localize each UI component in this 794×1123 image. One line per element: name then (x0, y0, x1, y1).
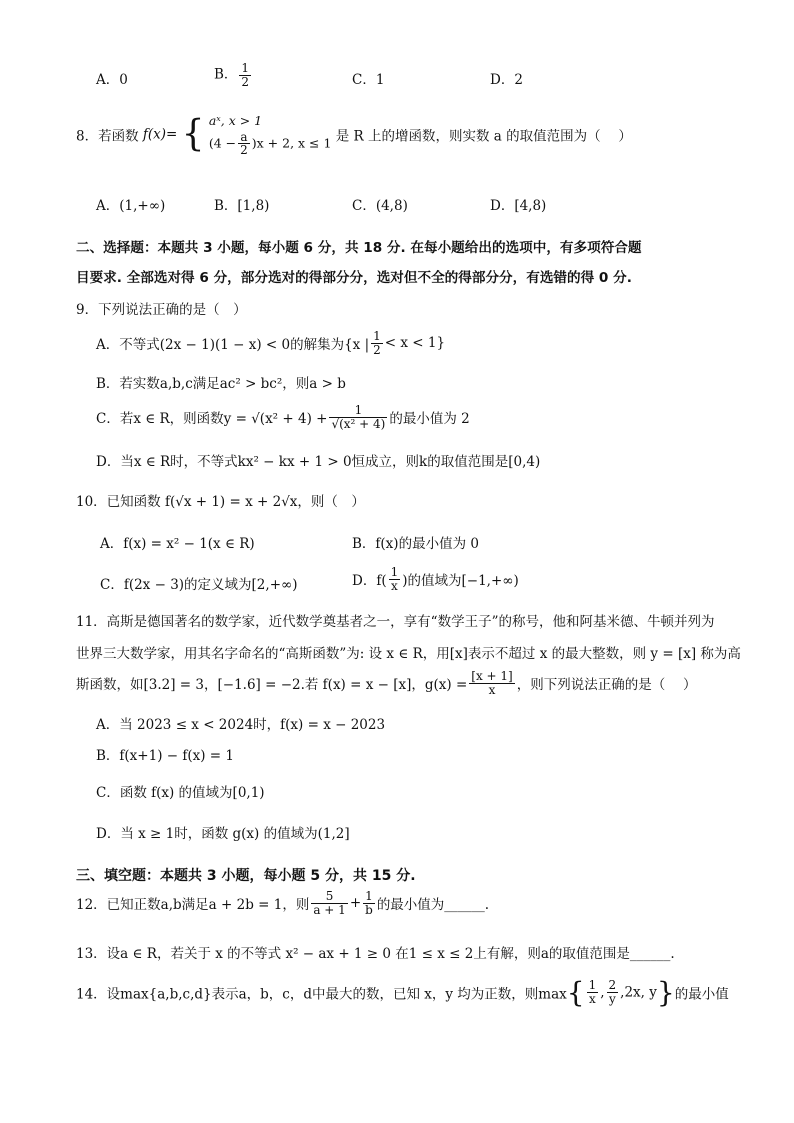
q8-option-c: C．(4,8) (352, 198, 408, 214)
q11-option-c: C．函数 f(x) 的值域为[0,1) (96, 785, 265, 801)
q11-option-d: D．当 x ≥ 1时，函数 g(x) 的值域为(1,2] (96, 826, 350, 842)
q9-option-b: B．若实数a,b,c满足ac² > bc²，则a > b (96, 376, 346, 392)
section2-heading-line1: 二、选择题：本题共 3 小题，每小题 6 分，共 18 分. 在每小题给出的选项中，有多项符合题 (76, 240, 642, 256)
q9-option-a: A．不等式(2x − 1)(1 − x) < 0的解集为{x | $\frac{1}{2}$ < x < 1} (96, 329, 446, 357)
q8-cases (209, 112, 332, 157)
q8-prefix: 8．若函数 (76, 128, 139, 145)
q9-stem: 9．下列说法正确的是（ ） (76, 302, 247, 318)
q7-option-b-fraction: $\frac{1}{2}$ (241, 61, 250, 89)
q7-option-b-prefix: B． (214, 66, 238, 83)
q8-suffix: 是 R 上的增函数，则实数 a 的取值范围为（ ） (335, 128, 632, 145)
q7-option-c: C．1 (352, 72, 385, 88)
q10-option-d: D．f( $\frac{1}{x}$ )的值域为[−1,+∞) (352, 565, 519, 593)
q10-option-b: B．f(x)的最小值为 0 (352, 536, 479, 552)
q8-option-d: D．[4,8) (490, 198, 547, 214)
q9-option-c: C．若x ∈ R，则函数y = √(x² + 4) + $\frac{1}{\text{√(x² + 4)}}$ 的最小值为 2 (96, 403, 470, 431)
q8-fx: f(x)= (142, 126, 178, 143)
q11-line3: 斯函数，如[3.2] = 3，[−1.6] = −2.若 f(x) = x − [x]，g(x) = $\frac{[x + 1]}{x}$ ，则下列说法正确的是（ ） (76, 669, 697, 697)
q8-option-a: A．(1,+∞) (96, 198, 166, 214)
q8-option-b: B．[1,8) (214, 198, 270, 214)
q10-stem: 10．已知函数 f(√x + 1) = x + 2√x，则（ ） (76, 494, 365, 510)
section3-heading: 三、填空题：本题共 3 小题，每小题 5 分，共 15 分. (76, 868, 416, 884)
q13-stem: 13．设a ∈ R，若关于 x 的不等式 x² − ax + 1 ≥ 0 在1 ≤ x ≤ 2上有解，则a的取值范围是______. (76, 946, 675, 962)
q10-option-c: C．f(2x − 3)的定义域为[2,+∞) (100, 577, 298, 593)
q7-option-d: D．2 (490, 72, 523, 88)
q10-option-a: A．f(x) = x² − 1(x ∈ R) (100, 536, 255, 552)
q8-case2: (4 − $\frac{a}{2}$ )x + 2, x ≤ 1 (208, 129, 332, 158)
q8-case1: aˣ, x > 1 (208, 113, 263, 128)
q8-stem (76, 112, 632, 157)
section2-heading-line2: 目要求. 全部选对得 6 分，部分选对的得部分分，选对但不全的得部分分，有选错的得 0 分. (76, 270, 632, 286)
q11-line1: 11．高斯是德国著名的数学家，近代数学奠基者之一，享有“数学王子”的称号，他和阿基米德、牛顿并列为 (76, 614, 715, 630)
q11-option-a: A．当 2023 ≤ x < 2024时，f(x) = x − 2023 (96, 717, 386, 733)
q7-option-b (214, 62, 253, 88)
q11-option-b: B．f(x+1) − f(x) = 1 (96, 748, 234, 764)
q8-brace: { (181, 113, 205, 155)
q9-option-d: D．当x ∈ R时，不等式kx² − kx + 1 > 0恒成立，则k的取值范围是[0,4) (96, 454, 541, 470)
q12-stem: 12．已知正数a,b满足a + 2b = 1，则 $\frac{5}{a + 1}$ + $\frac{1}{b}$ 的最小值为______. (76, 889, 490, 917)
q14-stem: 14．设max{a,b,c,d}表示a，b，c，d中最大的数，已知 x，y 均为正数，则max{ $\frac{1}{x}$ , $\frac{2}{y}$ ,2x, y}的最小值 (76, 976, 729, 1009)
q7-option-a: A．0 (96, 72, 128, 88)
q11-line2: 世界三大数学家，用其名字命名的“高斯函数”为: 设 x ∈ R，用[x]表示不超过 x 的最大整数，则 y = [x] 称为高 (76, 646, 741, 662)
